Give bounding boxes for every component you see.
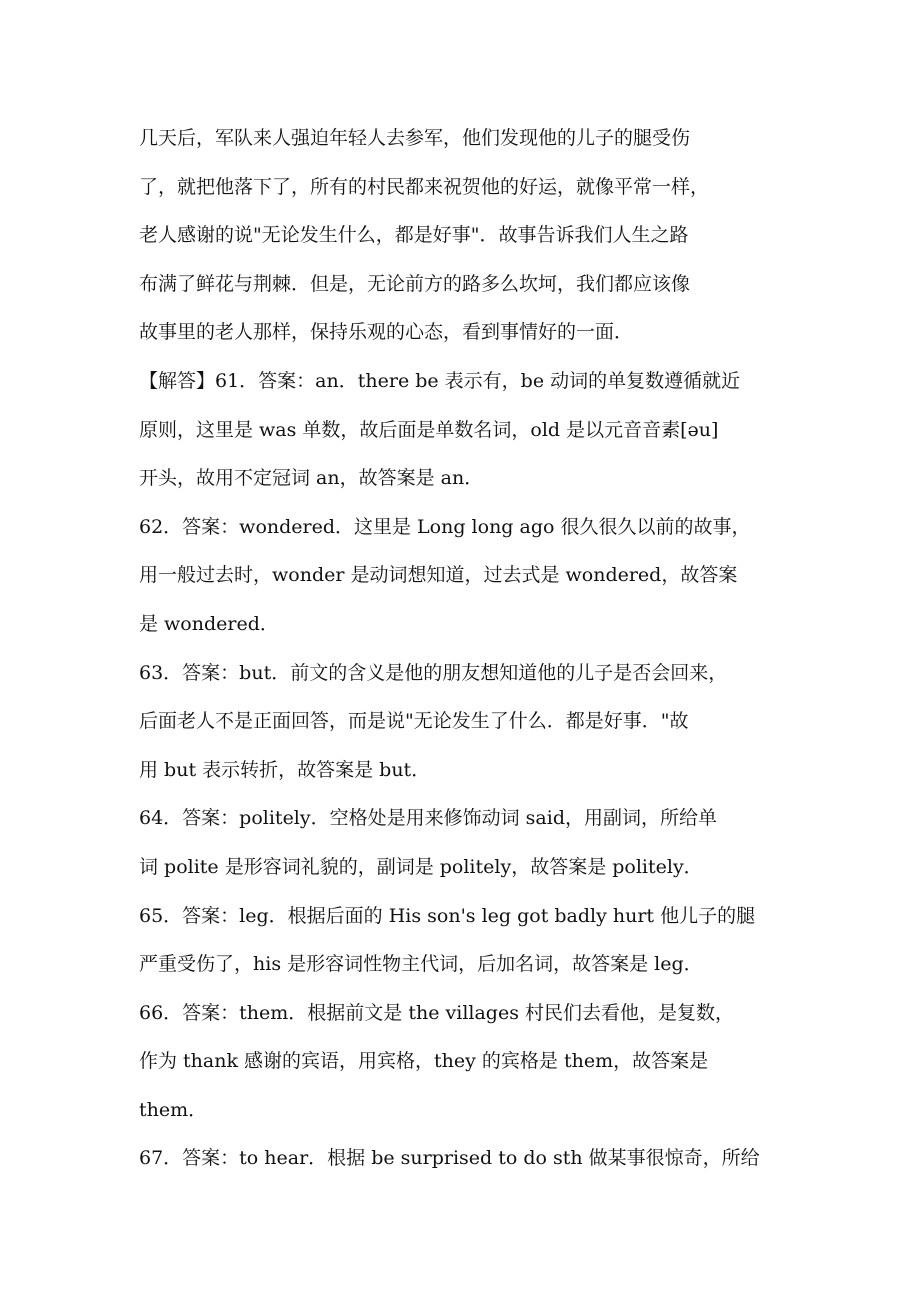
text-line: 66．答案：them．根据前文是 the villages 村民们去看他，是复数， — [139, 1001, 734, 1024]
text-line: 作为 thank 感谢的宾语，用宾格，they 的宾格是 them，故答案是 — [139, 1050, 709, 1073]
text-line: 了，就把他落下了，所有的村民都来祝贺他的好运，就像平常一样， — [139, 175, 710, 198]
text-line: 词 polite 是形容词礼貌的，副词是 politely，故答案是 politely． — [139, 855, 703, 878]
text-line: 布满了鲜花与荆棘．但是，无论前方的路多么坎坷，我们都应该像 — [139, 272, 691, 295]
text-line: 是 wondered． — [139, 612, 279, 635]
text-line: 原则，这里是 was 单数，故后面是单数名词，old 是以元音音素[əu] — [139, 418, 719, 441]
text-line: 64．答案：politely．空格处是用来修饰动词 said，用副词，所给单 — [139, 807, 717, 830]
text-line: 开头，故用不定冠词 an，故答案是 an． — [139, 467, 484, 490]
text-line: 用 but 表示转折，故答案是 but． — [139, 758, 431, 781]
text-line: 【解答】61．答案：an．there be 表示有，be 动词的单复数遵循就近 — [139, 369, 741, 392]
text-line: 用一般过去时，wonder 是动词想知道，过去式是 wondered，故答案 — [139, 564, 738, 587]
text-line: 几天后，军队来人强迫年轻人去参军，他们发现他的儿子的腿受伤 — [139, 127, 691, 149]
text-line: 老人感谢的说"无论发生什么，都是好事"．故事告诉我们人生之路 — [139, 224, 689, 247]
text-line: 后面老人不是正面回答，而是说"无论发生了什么．都是好事．"故 — [139, 710, 689, 733]
text-line: 62．答案：wondered．这里是 Long long ago 很久很久以前的故事， — [139, 515, 751, 538]
text-line: 63．答案：but．前文的含义是他的朋友想知道他的儿子是否会回来， — [139, 661, 728, 684]
answer-explanation-text — [139, 114, 789, 1183]
text-line: 严重受伤了，his 是形容词性物主代词，后加名词，故答案是 leg． — [139, 953, 703, 976]
text-line: 65．答案：leg．根据后面的 His son's leg got badly hurt 他儿子的腿 — [139, 904, 756, 927]
text-line: 67．答案：to hear．根据 be surprised to do sth 做某事很惊奇，所给 — [139, 1147, 760, 1170]
text-line: 故事里的老人那样，保持乐观的心态，看到事情好的一面． — [139, 321, 634, 344]
text-line: them． — [139, 1098, 208, 1121]
